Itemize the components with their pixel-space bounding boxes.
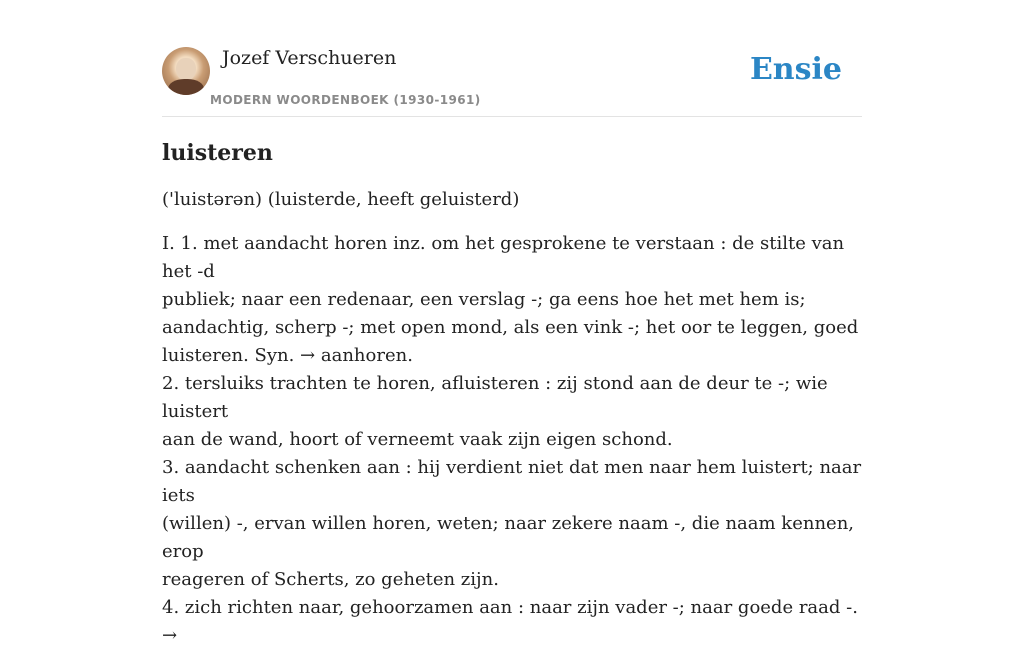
definition-line: aandachtig, scherp -; met open mond, als een vink -; het oor te leggen, goed — [162, 317, 859, 338]
site-logo[interactable]: Ensie — [749, 52, 842, 87]
entry-content — [162, 140, 862, 650]
definition-line: (willen) -, ervan willen horen, weten; naar zekere naam -, die naam kennen, erop — [162, 513, 855, 562]
definition-line: I. 1. met aandacht horen inz. om het gesprokene te verstaan : de stilte van het -d — [162, 233, 845, 282]
author-name[interactable]: Jozef Verschueren — [222, 47, 397, 69]
entry-pronunciation: ('luistərən) (luisterde, heeft geluisterd) — [162, 189, 520, 210]
entry-definition — [162, 230, 862, 650]
definition-line: reageren of Scherts, zo geheten zijn. — [162, 569, 499, 590]
definition-line: 4. zich richten naar, gehoorzamen aan : naar zijn vader -; naar goede raad -. → — [162, 597, 858, 646]
avatar[interactable] — [162, 47, 210, 95]
definition-line: 2. tersluiks trachten te horen, afluisteren : zij stond aan de deur te -; wie luistert — [162, 373, 828, 422]
definition-line: aan de wand, hoort of verneemt vaak zijn eigen schond. — [162, 429, 673, 450]
avatar-face — [176, 58, 196, 81]
header — [162, 44, 862, 117]
definition-line: publiek; naar een redenaar, een verslag -; ga eens hoe het met hem is; — [162, 289, 806, 310]
definition-line: luisteren. Syn. → aanhoren. — [162, 345, 413, 366]
dictionary-source[interactable]: MODERN WOORDENBOEK (1930-1961) — [210, 93, 481, 107]
avatar-collar — [168, 79, 204, 95]
entry-term: luisteren — [162, 140, 273, 166]
definition-line: 3. aandacht schenken aan : hij verdient niet dat men naar hem luistert; naar iets — [162, 457, 862, 506]
